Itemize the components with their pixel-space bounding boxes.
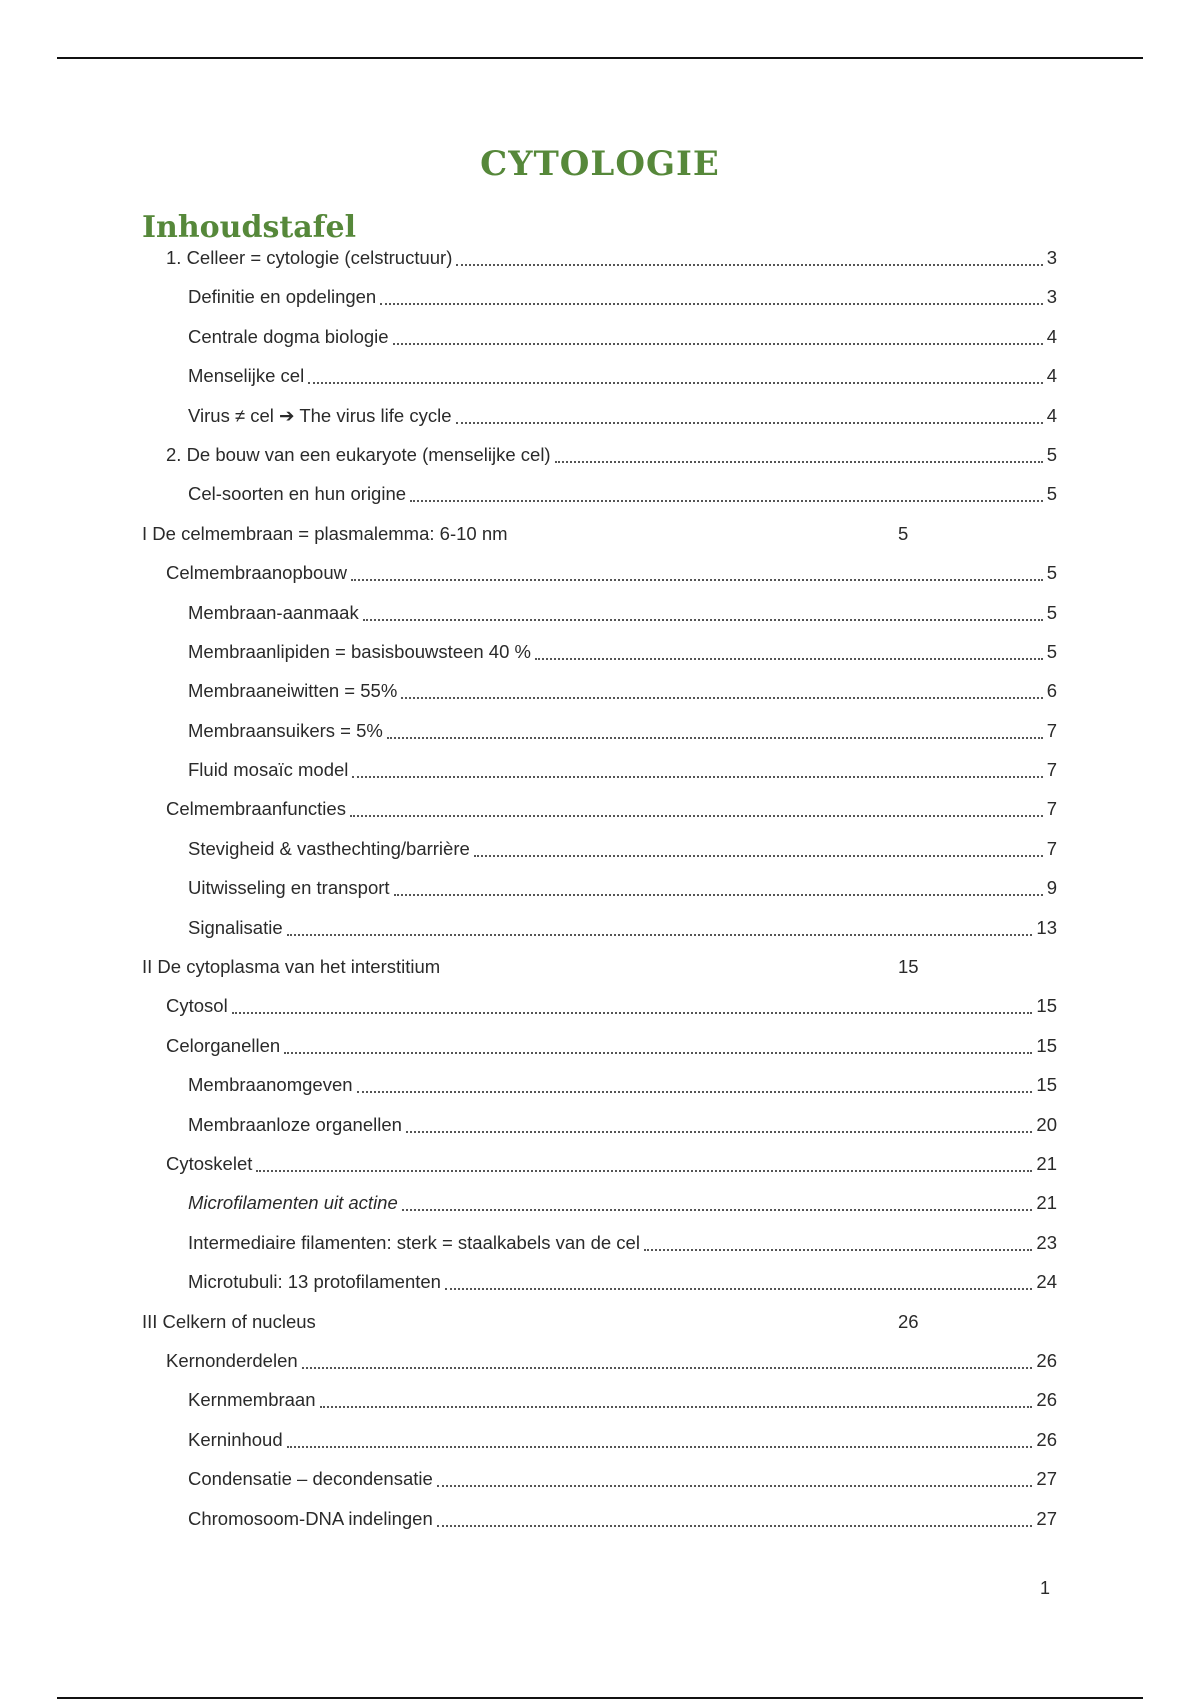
toc-entry-label: Membraanlipiden = basisbouwsteen 40 % [188,640,531,662]
toc-entry-page: 9 [1046,877,1057,899]
toc-leader-dots [363,599,1043,621]
toc-entry[interactable] [142,1429,1057,1468]
toc-entry[interactable] [142,995,1057,1034]
toc-entry-label: Celmembraanfuncties [166,798,346,820]
toc-entry[interactable] [142,838,1057,877]
toc-entry-page: 27 [1036,1468,1057,1490]
document-title: CYTOLOGIE [480,144,720,184]
toc-entry[interactable] [142,720,1057,759]
toc-leader-dots [437,1465,1033,1487]
toc-entry-label: Membraanloze organellen [188,1113,402,1135]
toc-entry-page: 6 [1046,680,1057,702]
toc-entry-page: 7 [1046,798,1057,820]
toc-leader-dots [308,362,1043,384]
toc-entry-page: 5 [1046,601,1057,623]
toc-entry-label: Signalisatie [188,916,283,938]
toc-entry-label: Membraansuikers = 5% [188,719,383,741]
toc-entry-page: 4 [1046,325,1057,347]
bottom-rule [57,1697,1143,1699]
toc-entry-label: Centrale dogma biologie [188,325,389,347]
toc-entry-page: 15 [898,956,919,978]
toc-entry[interactable] [142,1389,1057,1428]
toc-entry[interactable] [142,1468,1057,1507]
toc-entry-label: Uitwisseling en transport [188,877,390,899]
toc-leader-dots [284,1032,1032,1054]
toc-entry[interactable] [142,1232,1057,1271]
toc-entry-page: 4 [1046,365,1057,387]
toc-entry[interactable] [142,365,1057,404]
toc-entry[interactable] [142,562,1057,601]
toc-entry[interactable] [142,1350,1057,1389]
toc-entry[interactable] [142,483,1057,522]
toc-entry[interactable] [142,247,1057,286]
toc-entry-page: 5 [1046,562,1057,584]
toc-entry[interactable] [142,1153,1057,1192]
toc-entry-page: 26 [1036,1349,1057,1371]
toc-leader-dots [535,638,1043,660]
toc-entry[interactable] [142,759,1057,798]
toc-entry-page: 23 [1036,1231,1057,1253]
toc-entry-page: 21 [1036,1192,1057,1214]
toc-entry[interactable] [142,1508,1057,1547]
toc-entry[interactable] [142,1114,1057,1153]
toc-entry[interactable] [142,917,1057,956]
toc-entry-page: 13 [1036,916,1057,938]
toc-entry-page: 24 [1036,1271,1057,1293]
toc-entry-page: 15 [1036,995,1057,1017]
toc-entry-page: 27 [1036,1507,1057,1529]
toc-entry[interactable] [142,1311,1057,1350]
toc-leader-dots [555,441,1043,463]
toc-leader-dots [410,480,1043,502]
toc-entry-page: 21 [1036,1152,1057,1174]
toc-entry-label: Condensatie – decondensatie [188,1468,433,1490]
toc-entry-page: 5 [1046,483,1057,505]
toc-entry-label: Fluid mosaïc model [188,759,349,781]
toc-entry-label: III Celkern of nucleus [142,1310,316,1332]
toc-entry-label: Microfilamenten uit actine [188,1192,398,1214]
toc-entry[interactable] [142,1271,1057,1310]
toc-entry-label: Kernmembraan [188,1389,316,1411]
toc-leader-dots [232,992,1033,1014]
toc-entry[interactable] [142,405,1057,444]
toc-entry-label: Membraaneiwitten = 55% [188,680,398,702]
toc-leader-dots [644,1229,1032,1251]
toc-entry[interactable] [142,602,1057,641]
toc-entry-label: 2. De bouw van een eukaryote (menselijke cel) [166,443,551,465]
toc-entry-label: Microtubuli: 13 protofilamenten [188,1271,441,1293]
toc-leader-dots [380,283,1042,305]
toc-entry-label: II De cytoplasma van het interstitium [142,956,441,978]
toc-leader-dots [445,1268,1032,1290]
toc-entry-label: Stevigheid & vasthechting/barrière [188,837,470,859]
toc-leader-dots [287,1426,1033,1448]
toc-entry-page: 7 [1046,759,1057,781]
toc-entry[interactable] [142,326,1057,365]
toc-leader-dots [437,1505,1033,1527]
page-number: 1 [1040,1578,1051,1598]
toc-entry-label: Cytosol [166,995,228,1017]
toc-entry[interactable] [142,286,1057,325]
toc-entry[interactable] [142,956,1057,995]
toc-entry-label: Celmembraanopbouw [166,562,347,584]
toc-leader-dots [393,323,1043,345]
toc-leader-dots [387,717,1043,739]
toc-entry[interactable] [142,444,1057,483]
toc-leader-dots [351,559,1043,581]
toc-entry-page: 4 [1046,404,1057,426]
toc-entry-label: Intermediaire filamenten: sterk = staalkabels van de cel [188,1231,640,1253]
toc-entry[interactable] [142,1074,1057,1113]
toc-leader-dots [474,835,1043,857]
toc-entry-label: Chromosoom-DNA indelingen [188,1507,433,1529]
toc-entry[interactable] [142,523,1057,562]
toc-entry-label: Definitie en opdelingen [188,286,377,308]
toc-entry-page: 15 [1036,1034,1057,1056]
toc-entry-label: Celorganellen [166,1034,281,1056]
toc-leader-dots [302,1347,1033,1369]
toc-entry-page: 3 [1046,247,1057,268]
toc-leader-dots [320,1386,1033,1408]
toc-entry-page: 7 [1046,837,1057,859]
toc-entry-label: I De celmembraan = plasmalemma: 6-10 nm [142,522,508,544]
toc-entry[interactable] [142,877,1057,916]
toc-entry-label: Kernonderdelen [166,1349,298,1371]
toc-leader-dots [350,795,1043,817]
toc-entry-page: 3 [1046,286,1057,308]
toc-entry[interactable] [142,680,1057,719]
toc-leader-dots [357,1071,1033,1093]
toc-entry[interactable] [142,641,1057,680]
toc-entry-page: 5 [1046,443,1057,465]
toc-entry[interactable] [142,1035,1057,1074]
toc-leader-dots [352,756,1042,778]
table-of-contents [142,247,1057,1547]
toc-entry-label: Membraanomgeven [188,1074,353,1096]
toc-entry-label: Kerninhoud [188,1428,283,1450]
toc-leader-dots [287,914,1033,936]
toc-entry-page: 20 [1036,1113,1057,1135]
toc-entry-page: 5 [1046,640,1057,662]
toc-leader-dots [401,677,1042,699]
toc-entry-label: Virus ≠ cel ➔ The virus life cycle [188,404,452,426]
toc-heading: Inhoudstafel [142,210,357,245]
toc-leader-dots [456,244,1042,266]
top-rule [57,57,1143,59]
toc-entry[interactable] [142,798,1057,837]
toc-entry-page: 26 [898,1310,919,1332]
toc-leader-dots [394,874,1043,896]
toc-entry-label: 1. Celleer = cytologie (celstructuur) [166,247,453,268]
toc-entry-label: Cytoskelet [166,1152,253,1174]
toc-leader-dots [406,1111,1033,1133]
toc-entry[interactable] [142,1192,1057,1231]
toc-leader-dots [402,1189,1033,1211]
toc-entry-label: Menselijke cel [188,365,305,387]
toc-entry-page: 15 [1036,1074,1057,1096]
toc-entry-page: 5 [898,522,909,544]
toc-entry-page: 26 [1036,1389,1057,1411]
toc-leader-dots [456,402,1043,424]
toc-entry-label: Cel-soorten en hun origine [188,483,407,505]
toc-entry-label: Membraan-aanmaak [188,601,359,623]
toc-entry-page: 26 [1036,1428,1057,1450]
toc-entry-page: 7 [1046,719,1057,741]
toc-leader-dots [256,1150,1032,1172]
